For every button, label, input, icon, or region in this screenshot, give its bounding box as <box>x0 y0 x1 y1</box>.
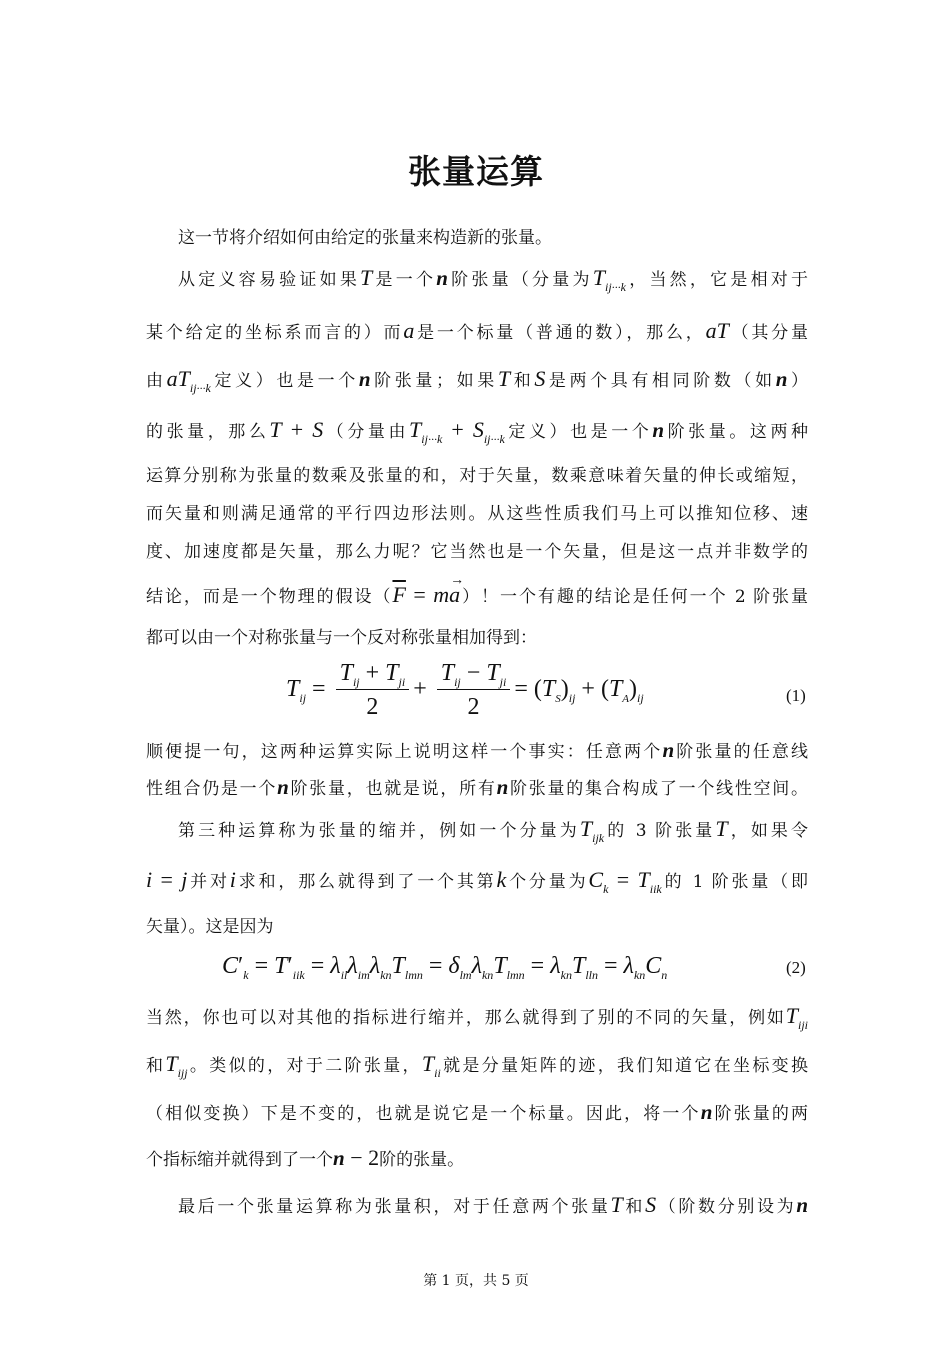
paragraph-line: 度、加速度都是矢量，那么力呢？它当然也是一个矢量，但是这一点并非数学的 <box>146 542 808 562</box>
equation-number: (1) <box>786 686 806 705</box>
paragraph-line: 矢量）。这是因为 <box>146 917 274 937</box>
paragraph-line: 顺便提一句，这两种运算实际上说明这样一个事实：任意两个n阶张量的任意线 <box>146 738 809 762</box>
paragraph-line: 当然，你也可以对其他的指标进行缩并，那么就得到了别的不同的矢量，例如$T_{iji}$ <box>146 1003 808 1032</box>
page-footer: 第 1 页，共 5 页 <box>423 1273 529 1289</box>
paragraph-line: 个指标缩并就得到了一个n − 2阶的张量。 <box>146 1145 465 1170</box>
page-title: 张量运算 <box>408 152 544 191</box>
paragraph-line: （相似变换）下是不变的，也就是说它是一个标量。因此，将一个n阶张量的两 <box>146 1100 809 1124</box>
paragraph-line: 而矢量和则满足通常的平行四边形法则。从这些性质我们马上可以推知位移、速 <box>146 504 808 524</box>
paragraph-line: 结论，而是一个物理的假设（$\overline{F}$ = ma → ）！一个有趣的结论是任何一个 2 阶张量 <box>146 573 808 607</box>
equation-1: $T_{ij}$ = $\frac{T_{ij} + T_{ji}}{2}$ + $\frac{T_{ij} - T_{ji}}{2}$ = $(T_S)_{ij} + (T_A)_{ij}$ <box>286 660 644 720</box>
paragraph-line: 从定义容易验证如果T是一个n阶张量（分量为$T_{ij\cdot\cdot\cdot k}$，当然，它是相对于 <box>178 265 809 294</box>
paragraph-line: 运算分别称为张量的数乘及张量的和，对于矢量，数乘意味着矢量的伸长或缩短， <box>146 466 808 486</box>
paragraph-line: 性组合仍是一个n阶张量，也就是说，所有n阶张量的集合构成了一个线性空间。 <box>146 775 809 799</box>
paragraph-line: 第三种运算称为张量的缩并，例如一个分量为$T_{ijk}$的 3 阶张量T，如果令 <box>178 816 809 845</box>
paragraph-line: 都可以由一个对称张量与一个反对称张量相加得到： <box>146 628 537 648</box>
paragraph-line: 最后一个张量运算称为张量积，对于任意两个张量T和S（阶数分别设为n <box>178 1192 809 1217</box>
equation-2: $C'_k = T'_{iik} = \lambda_{il}\lambda_{im}\lambda_{kn}T_{lmn} = \delta_{lm}\lambda_{kn}T_{lmn} = \lambda_{kn}T_{lln} = \lambda_{kn}C_n$ <box>222 953 668 982</box>
paragraph-line: 和$T_{ijj}$。类似的，对于二阶张量，$T_{ii}$就是分量矩阵的迹，我们知道它在坐标变换 <box>146 1051 809 1080</box>
paragraph-line: 这一节将介绍如何由给定的张量来构造新的张量。 <box>178 228 552 248</box>
paragraph-line: 由$aT_{ij\cdot\cdot\cdot k}$定义）也是一个n阶张量；如果T和S是两个具有相同阶数（如n） <box>146 366 809 395</box>
paragraph-line: 的张量，那么T + S（分量由$T_{ij\cdot\cdot\cdot k} + S_{ij\cdot\cdot\cdot k}$定义）也是一个n阶张量。这两种 <box>146 417 809 446</box>
equation-number: (2) <box>786 958 806 977</box>
paragraph-line: 某个给定的坐标系而言的）而a是一个标量（普通的数），那么，aT（其分量 <box>146 318 809 343</box>
paragraph-line: i = j并对i求和，那么就得到了一个其第k个分量为$C_k = T_{iik}$的 1 阶张量（即 <box>146 867 808 896</box>
